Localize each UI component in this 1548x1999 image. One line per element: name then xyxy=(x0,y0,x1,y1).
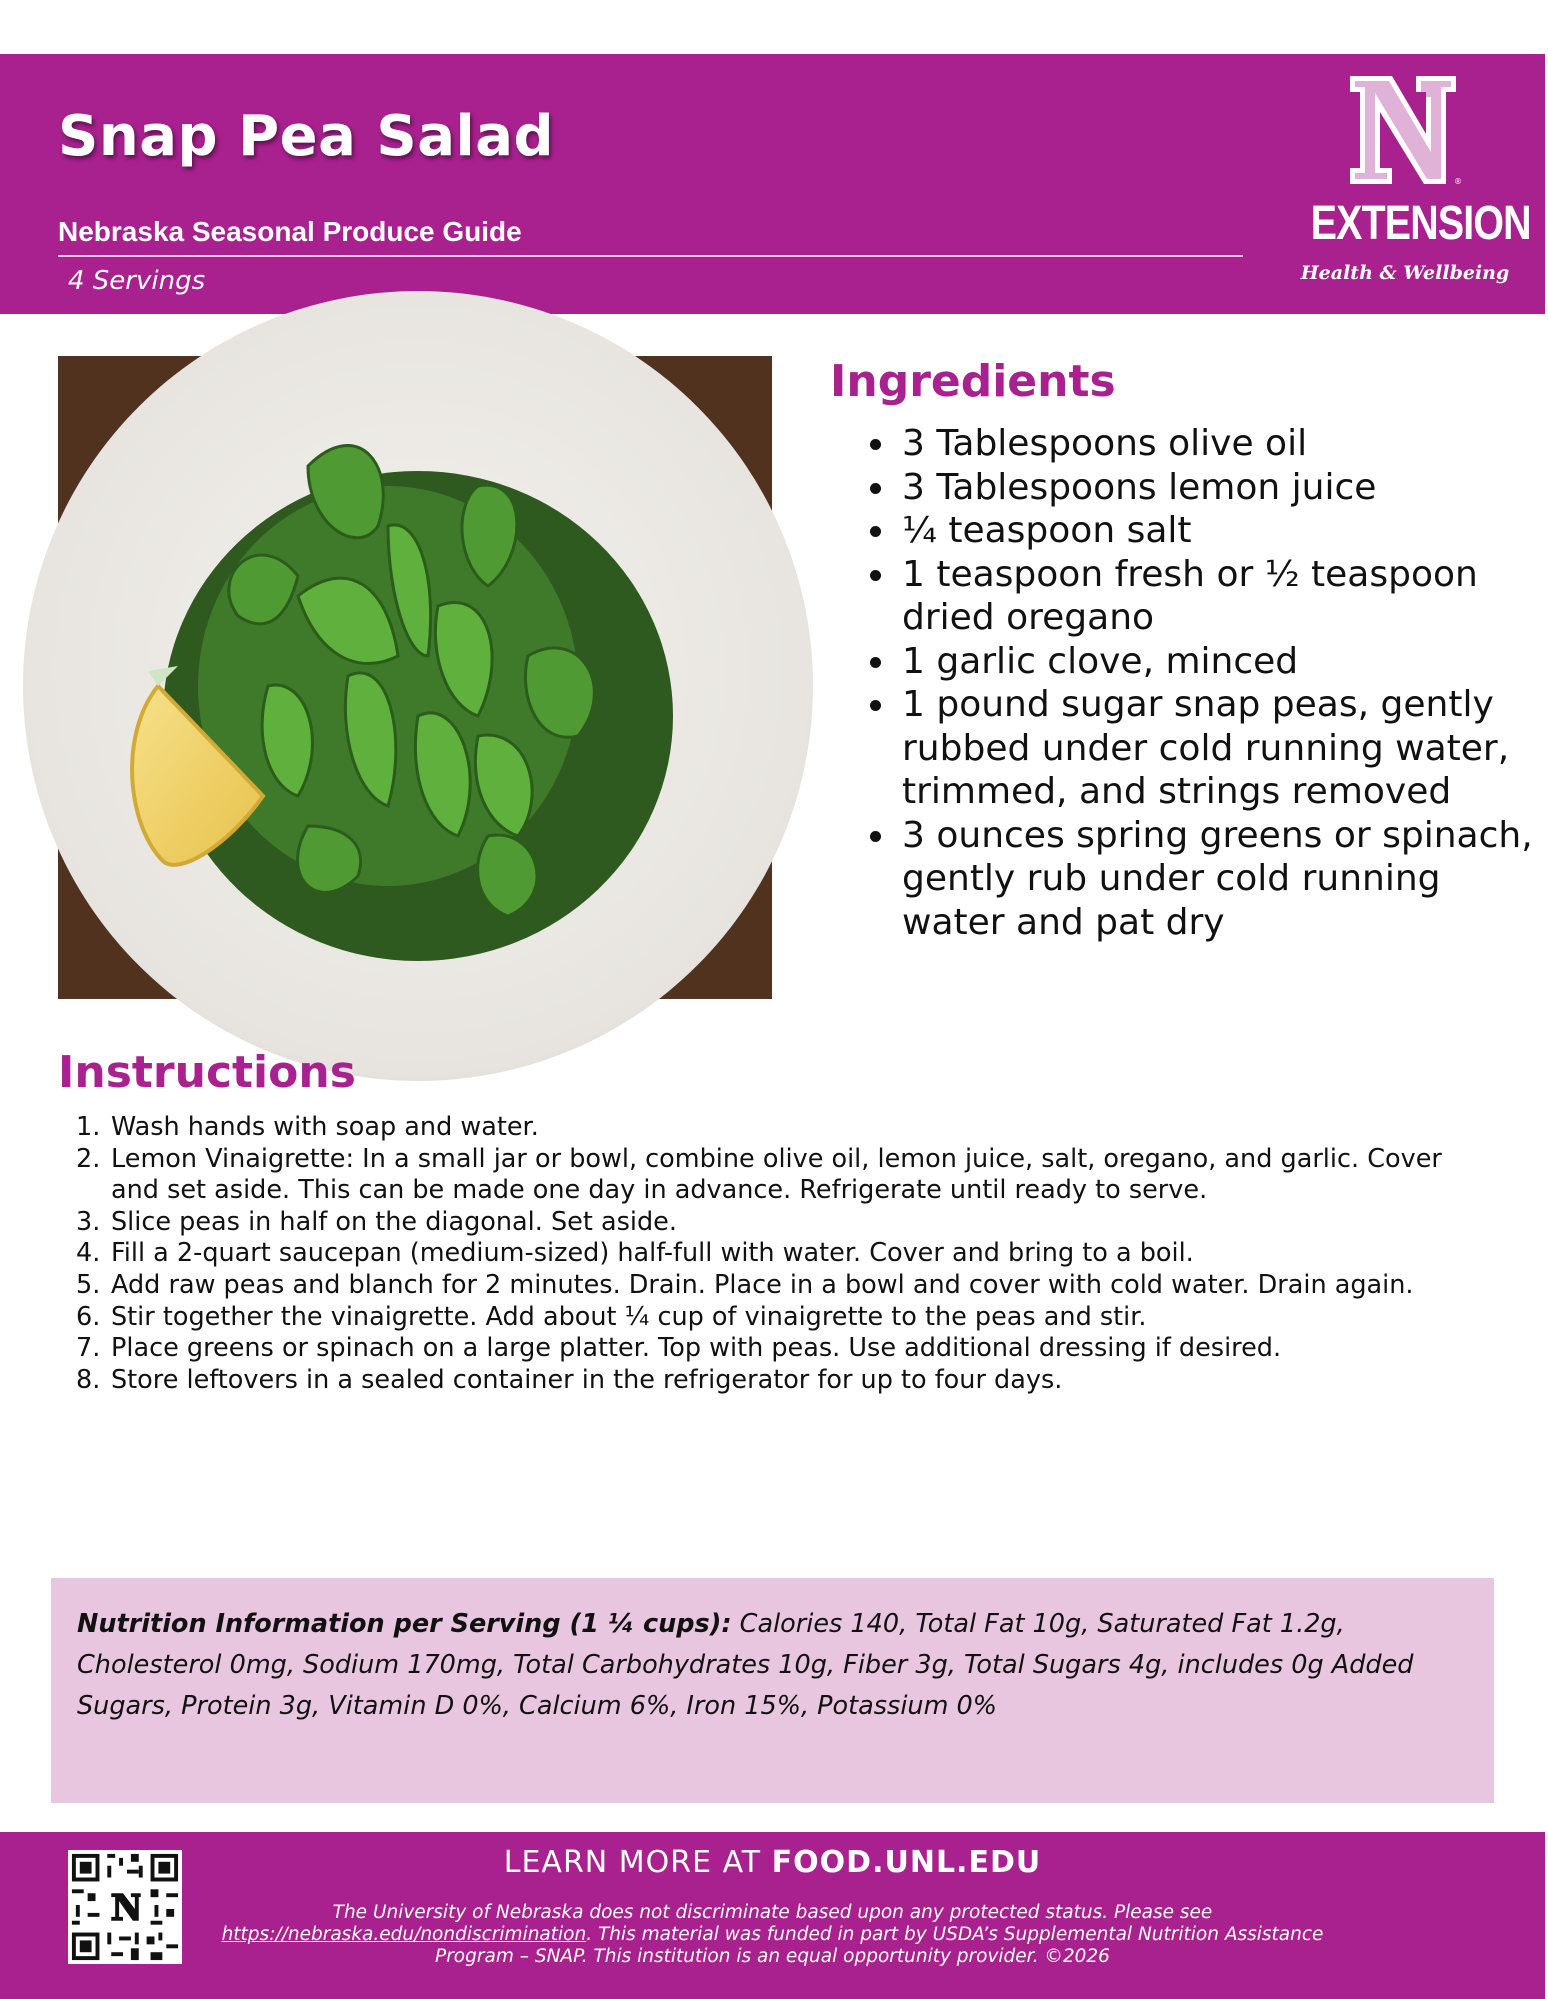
step-text: Lemon Vinaigrette: In a small jar or bowl, combine olive oil, lemon juice, salt, oregano, and garlic. Cover and set aside. This can be made one day in advance. Refrigerate until ready to serve. xyxy=(111,1143,1442,1206)
instruction-step xyxy=(76,1269,1490,1302)
ingredient-item: • 3 Tablespoons olive oil xyxy=(898,422,1548,466)
qr-code-icon[interactable] xyxy=(68,1850,182,1964)
nutrition-info xyxy=(77,1604,1467,1727)
nutrition-panel xyxy=(51,1578,1494,1803)
header-divider xyxy=(58,255,1243,257)
snap-pea-salad-photo xyxy=(58,356,772,999)
step-number: 3. xyxy=(76,1206,101,1237)
ingredient-item: • 3 Tablespoons lemon juice xyxy=(898,466,1548,510)
ingredient-item: • 1 garlic clove, minced xyxy=(898,640,1548,684)
disclaimer-text-2: . This material was funded in part by USDA’s Supplemental Nutrition Assistance Program – SNAP. This institution is an equal opportunity provider. ©2026 xyxy=(435,1924,1324,1967)
learn-more-prefix: LEARN MORE AT xyxy=(503,1845,772,1880)
instructions-heading: Instructions xyxy=(58,1047,356,1098)
step-text: Stir together the vinaigrette. Add about ¼ cup of vinaigrette to the peas and stir. xyxy=(111,1301,1147,1332)
learn-more-site[interactable]: FOOD.UNL.EDU xyxy=(771,1845,1042,1880)
instruction-step xyxy=(76,1238,1490,1270)
ingredient-item: • ¼ teaspoon salt xyxy=(898,509,1548,553)
step-text: Place greens or spinach on a large platter. Top with peas. Use additional dressing if desired. xyxy=(111,1333,1282,1364)
footer-disclaimer xyxy=(200,1902,1345,1968)
instruction-step xyxy=(76,1112,1490,1144)
nutrition-label: Nutrition Information per Serving (1 ¼ cups): xyxy=(77,1609,732,1639)
guide-subtitle: Nebraska Seasonal Produce Guide xyxy=(58,216,522,247)
instruction-step xyxy=(76,1333,1490,1365)
step-text: Store leftovers in a sealed container in the refrigerator for up to four days. xyxy=(111,1364,1063,1395)
learn-more-text xyxy=(200,1845,1345,1880)
disclaimer-text-1: The University of Nebraska does not discriminate based upon any protected status. Please see xyxy=(332,1902,1213,1923)
extension-wordmark: EXTENSION xyxy=(1310,197,1531,250)
step-text: Wash hands with soap and water. xyxy=(111,1112,539,1142)
ingredient-item: • 3 ounces spring greens or spinach, gently rub under cold running water and pat dry xyxy=(898,814,1548,945)
step-number: 5. xyxy=(76,1269,101,1300)
step-number: 4. xyxy=(76,1238,101,1269)
ingredient-item: • 1 teaspoon fresh or ½ teaspoon dried oregano xyxy=(898,553,1548,640)
nebraska-n-logo-icon xyxy=(1346,72,1460,188)
health-wellbeing-tagline: Health & Wellbeing xyxy=(1300,262,1510,284)
ingredients-list xyxy=(862,422,1548,944)
instructions-list xyxy=(76,1112,1490,1396)
step-number: 2. xyxy=(76,1143,101,1174)
step-text: Fill a 2-quart saucepan (medium-sized) half-full with water. Cover and bring to a boil. xyxy=(111,1238,1194,1269)
step-number: 1. xyxy=(76,1112,101,1142)
step-number: 8. xyxy=(76,1364,101,1395)
nondiscrimination-link[interactable]: https://nebraska.edu/nondiscrimination xyxy=(221,1924,587,1945)
instruction-step xyxy=(76,1301,1490,1334)
recipe-title: Snap Pea Salad xyxy=(58,104,555,169)
instruction-step xyxy=(76,1143,1490,1207)
servings-label: 4 Servings xyxy=(68,266,206,296)
ingredient-item: • 1 pound sugar snap peas, gently rubbed under cold running water, trimmed, and strings removed xyxy=(898,683,1548,814)
svg-text:®: ® xyxy=(1454,177,1462,186)
instruction-step xyxy=(76,1206,1490,1239)
step-number: 6. xyxy=(76,1301,101,1332)
nutrition-values: Calories 140, Total Fat 10g, Saturated Fat 1.2g, Cholesterol 0mg, Sodium 170mg, Total Carbohydrates 10g, Fiber 3g, Total Sugars 4g, includes 0g Added Sugars, Protein 3g, Vitamin D 0%, Calcium 6%, Iron 15%, Potassium 0% xyxy=(77,1609,1414,1721)
step-text: Slice peas in half on the diagonal. Set aside. xyxy=(111,1206,677,1237)
step-number: 7. xyxy=(76,1333,101,1364)
ingredients-heading: Ingredients xyxy=(830,356,1116,407)
step-text: Add raw peas and blanch for 2 minutes. Drain. Place in a bowl and cover with cold water. Drain again. xyxy=(111,1269,1414,1300)
instruction-step xyxy=(76,1364,1490,1397)
